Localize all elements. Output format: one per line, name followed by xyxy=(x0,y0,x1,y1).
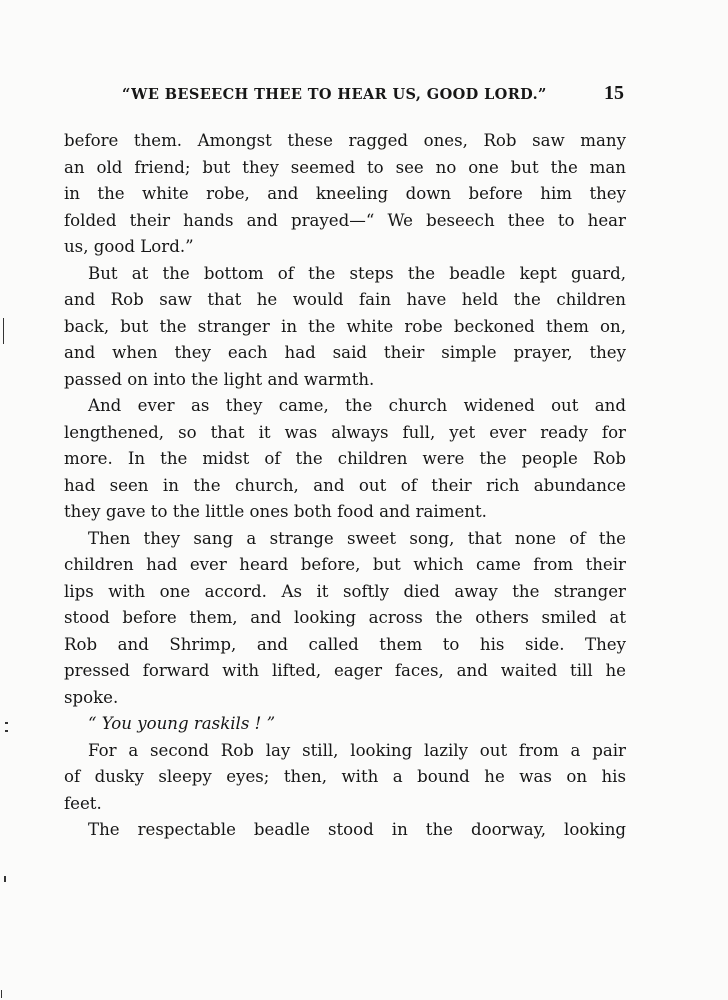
text-line: pressed forward with lifted, eager faces, and waited till he xyxy=(64,661,626,680)
running-head xyxy=(112,82,626,112)
paragraph xyxy=(64,261,626,394)
text-line: spoke. xyxy=(64,687,119,707)
text-line: folded their hands and prayed—“ We beseech thee to hear xyxy=(64,210,626,230)
text-line: For a second Rob lay still, looking lazily out from a pair xyxy=(88,740,626,760)
text-line: and Rob saw that he would fain have held the children xyxy=(64,290,626,309)
paragraph xyxy=(64,526,626,712)
body-text xyxy=(64,128,626,844)
scan-mark xyxy=(1,990,2,998)
paragraph xyxy=(64,738,626,818)
text-line: back, but the stranger in the white robe beckoned them on, xyxy=(64,316,626,336)
text-line: lengthened, so that it was always full, yet ever ready for xyxy=(64,422,626,442)
paragraph xyxy=(64,711,626,738)
text-line: of dusky sleepy eyes; then, with a bound he was on his xyxy=(64,767,626,786)
text-line: “ You young raskils ! ” xyxy=(88,714,276,733)
scan-mark xyxy=(5,730,8,732)
text-line: us, good Lord.” xyxy=(64,237,194,256)
paragraph xyxy=(64,817,626,844)
running-title: “WE BESEECH THEE TO HEAR US, GOOD LORD.” xyxy=(122,86,547,103)
text-line: an old friend; but they seemed to see no one but the man xyxy=(64,157,626,177)
text-line: Then they sang a strange sweet song, that none of the xyxy=(88,528,626,548)
text-line: children had ever heard before, but which came from their xyxy=(64,555,626,574)
text-line: they gave to the little ones both food and raiment. xyxy=(64,502,487,521)
text-line: feet. xyxy=(64,793,102,813)
text-line: more. In the midst of the children were the people Rob xyxy=(64,449,626,468)
page-number: 15 xyxy=(604,82,624,104)
scan-mark xyxy=(3,318,4,344)
scan-mark xyxy=(4,876,6,882)
text-line: stood before them, and looking across the others smiled at xyxy=(64,608,626,627)
paragraph xyxy=(64,128,626,261)
text-line: Rob and Shrimp, and called them to his side. They xyxy=(64,634,626,654)
text-line: had seen in the church, and out of their rich abundance xyxy=(64,475,626,495)
text-line: and when they each had said their simple prayer, they xyxy=(64,343,626,362)
text-line: lips with one accord. As it softly died away the stranger xyxy=(64,581,626,601)
scan-mark xyxy=(5,722,8,724)
text-line: before them. Amongst these ragged ones, Rob saw many xyxy=(64,131,626,150)
text-line: But at the bottom of the steps the beadle kept guard, xyxy=(88,263,626,283)
paragraph xyxy=(64,393,626,526)
text-line: The respectable beadle stood in the doorway, looking xyxy=(88,820,626,839)
text-line: in the white robe, and kneeling down before him they xyxy=(64,184,626,203)
text-line: passed on into the light and warmth. xyxy=(64,369,375,389)
text-line: And ever as they came, the church widened out and xyxy=(88,396,626,415)
